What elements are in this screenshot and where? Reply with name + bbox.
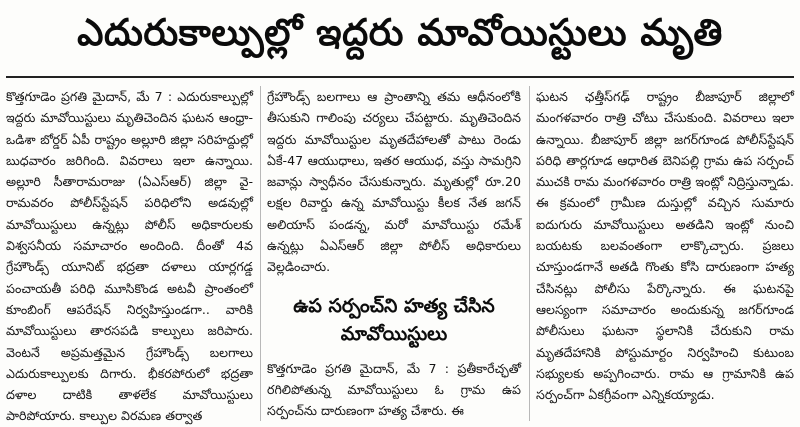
column-divider-2 <box>529 86 530 421</box>
column-2-text: గ్రేహౌండ్స్ బలగాలు ఆ ప్రాంతాన్ని తమ ఆధీనంలోకి తీసుకుని గాలింపు చర్యలు చేపట్టారు. మృతిచెందిన ఇద్దరు మావోయిస్టుల మృతదేహాలతో పాటు రెండు ఏకే-47 ఆయుధాలు, ఇతర ఆయుధ, వస్తు సామగ్రిని జవాన్లు స్వాధీనం చేసుకున్నారు. మృతుల్లో రూ.20 లక్షల రివార్డు ఉన్న మావోయిస్టు కీలక నేత జగన్ అలియాస్ పండన్న, మరో మావోయిస్టు రమేశ్ ఉన్నట్లు ఏఎస్ఆర్ జిల్లా పోలీస్ అధికారులు వెల్లడించారు. <box>267 89 521 275</box>
column-1-text: కొత్తగూడెం ప్రగతి మైదాన్, మే 7 : ఎదురుకాల్పుల్లో ఇద్దరు మావోయిస్టులు మృతిచెందిన ఘటన ఆంధ్రా-ఒడిశా బోర్డర్ ఏపీ రాష్ట్రం అల్లూరి జిల్లా సరిహద్దుల్లో బుధవారం జరిగింది. వివరాలు ఇలా ఉన్నాయి. అల్లూరి సీతారామరాజు (ఏఎస్ఆర్) జిల్లా వై-రామవరం పోలీస్‌స్టేషన్ పరిధిలోని అడవుల్లో మావోయిస్టులు ఉన్నట్లు పోలీస్ అధికారులకు విశ్వసనీయ సమాచారం అందింది. దీంతో 4వ గ్రేహౌండ్స్ యూనిట్ భద్రతా దళాలు యార్లగడ్డ పంచాయతీ పరిధి మూసికొండ అటవీ ప్రాంతంలో కూంబింగ్ ఆపరేషన్ నిర్వహిస్తుండగా.. వారికి మావోయిస్టులు తారసపడి కాల్పులు జరిపారు. వెంటనే అప్రమత్తమైన గ్రేహౌండ్స్ బలగాలు ఎదురుకాల్పులకు దిగారు. భీకరపోరులో భద్రతా దళాల దాటికి తాళలేక మావోయిస్టులు పారిపోయారు. కాల్పుల విరమణ తర్వాత <box>6 89 253 424</box>
column-divider-1 <box>260 86 261 421</box>
column-2-text-continued: కొత్తగూడెం ప్రగతి మైదాన్, మే 7 : ప్రతీకారేచ్ఛతో రగిలిపోతున్న మావోయిస్టులు ఓ గ్రామ ఉప సర్పంచ్‌ను దారుణంగా హత్య చేశారు. ఈ <box>267 360 521 419</box>
article-column-3 <box>536 86 794 405</box>
headline: ఎదురుకాల్పుల్లో ఇద్దరు మావోయిస్టులు మృతి <box>77 11 723 54</box>
article-column-1 <box>6 86 253 427</box>
subheadline: ఉప సర్పంచ్‌ని హత్య చేసిన మావోయిస్టులు <box>293 294 495 345</box>
headline-rule <box>6 76 794 78</box>
article-column-2 <box>267 86 521 422</box>
column-3-text: ఘటన ఛత్తీస్‌గఢ్ రాష్ట్రం బీజాపూర్ జిల్లాలో మంగళవారం రాత్రి చోటు చేసుకుంది. వివరాలు ఇలా ఉన్నాయి. బీజాపూర్ జిల్లా జగర్‌గూండ పోలీస్‌స్టేషన్ పరిధి తార్లగూడ ఆధారిత బెనిపల్లి గ్రామ ఉప సర్పంచ్ ముచకి రామ మంగళవారం రాత్రి ఇంట్లో నిద్రిస్తున్నాడు. ఈ క్రమంలో గ్రామీణ దుస్తుల్లో వచ్చిన సుమారు ఐదుగురు మావోయిస్టులు అతడిని ఇంట్లో నుంచి బయటకు బలవంతంగా లాక్కొచ్చారు. ప్రజలు చూస్తుండగానే అతడి గొంతు కోసి దారుణంగా హత్య చేసినట్లు పోలీసు పేర్కొన్నారు. ఈ ఘటనపై ఆలస్యంగా సమాచారం అందుకున్న జగర్‌గూండ పోలీసులు ఘటనా స్థలానికి చేరుకుని రామ మృతదేహానికి పోస్టుమార్టం నిర్వహించి కుటుంబ సభ్యులకు అప్పగించారు. రామ ఆ గ్రామానికి ఉప సర్పంచ్‌గా ఏకగ్రీవంగా ఎన్నికయ్యాడు. <box>536 89 794 403</box>
